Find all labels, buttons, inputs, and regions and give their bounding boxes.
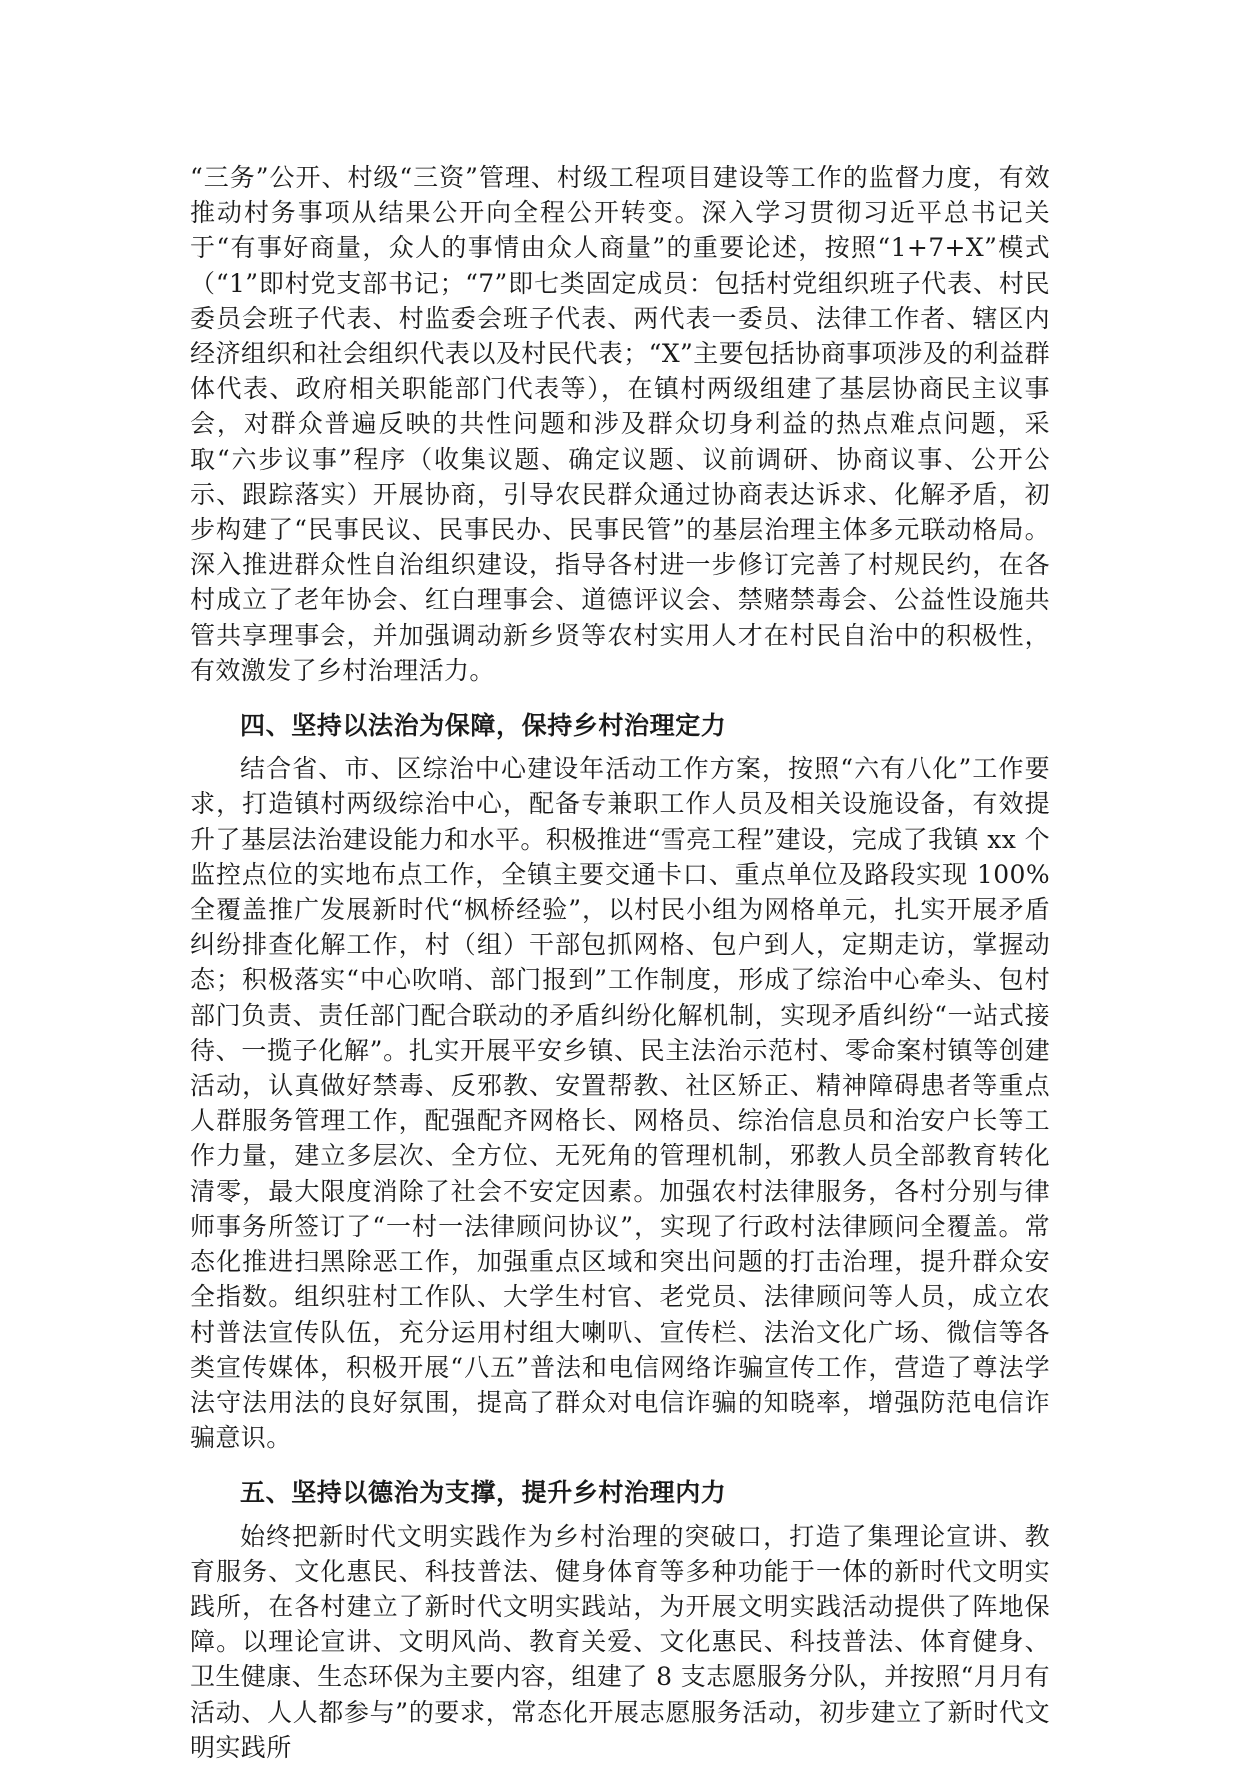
paragraph-village-affairs: “三务”公开、村级“三资”管理、村级工程项目建设等工作的监督力度，有效推动村务事项从结果公开向全程公开转变。深入学习贯彻习近平总书记关于“有事好商量，众人的事情由众人商量”的重要论述，按照“1+7+X”模式（“1”即村党支部书记；“7”即七类固定成员：包括村党组织班子代表、村民委员会班子代表、村监委会班子代表、两代表一委员、法律工作者、辖区内经济组织和社会组织代表以及村民代表；“X”主要包括协商事项涉及的利益群体代表、政府相关职能部门代表等），在镇村两级组建了基层协商民主议事会，对群众普遍反映的共性问题和涉及群众切身利益的热点难点问题，采取“六步议事”程序（收集议题、确定议题、议前调研、协商议事、公开公示、跟踪落实）开展协商，引导农民群众通过协商表达诉求、化解矛盾，初步构建了“民事民议、民事民办、民事民管”的基层治理主体多元联动格局。深入推进群众性自治组织建设，指导各村进一步修订完善了村规民约，在各村成立了老年协会、红白理事会、道德评议会、禁赌禁毒会、公益性设施共管共享理事会，并加强调动新乡贤等农村实用人才在村民自治中的积极性，有效激发了乡村治理活力。 <box>190 163 1050 685</box>
paragraph-rule-of-law: 结合省、市、区综治中心建设年活动工作方案，按照“六有八化”工作要求，打造镇村两级综治中心，配备专兼职工作人员及相关设施设备，有效提升了基层法治建设能力和水平。积极推进“雪亮工程”建设，完成了我镇 xx 个监控点位的实地布点工作，全镇主要交通卡口、重点单位及路段实现 100%全覆盖推广发展新时代“枫桥经验”，以村民小组为网格单元，扎实开展矛盾纠纷排查化解工作，村（组）干部包抓网格、包户到人，定期走访，掌握动态；积极落实“中心吹哨、部门报到”工作制度，形成了综治中心牵头、包村部门负责、责任部门配合联动的矛盾纠纷化解机制，实现矛盾纠纷“一站式接待、一揽子化解”。扎实开展平安乡镇、民主法治示范村、零命案村镇等创建活动，认真做好禁毒、反邪教、安置帮教、社区矫正、精神障碍患者等重点人群服务管理工作，配强配齐网格长、网格员、综治信息员和治安户长等工作力量，建立多层次、全方位、无死角的管理机制，邪教人员全部教育转化清零，最大限度消除了社会不安定因素。加强农村法律服务，各村分别与律师事务所签订了“一村一法律顾问协议”，实现了行政村法律顾问全覆盖。常态化推进扫黑除恶工作，加强重点区域和突出问题的打击治理，提升群众安全指数。组织驻村工作队、大学生村官、老党员、法律顾问等人员，成立农村普法宣传队伍，充分运用村组大喇叭、宣传栏、法治文化广场、微信等各类宣传媒体，积极开展“八五”普法和电信网络诈骗宣传工作，营造了尊法学法守法用法的良好氛围，提高了群众对电信诈骗的知晓率，增强防范电信诈骗意识。 <box>190 754 1050 1453</box>
section-heading-rule-of-law: 四、坚持以法治为保障，保持乡村治理定力 <box>240 711 727 741</box>
section-heading-rule-of-virtue: 五、坚持以德治为支撑，提升乡村治理内力 <box>240 1478 727 1508</box>
document-page <box>190 160 1050 1765</box>
paragraph-rule-of-virtue: 始终把新时代文明实践作为乡村治理的突破口，打造了集理论宣讲、教育服务、文化惠民、科技普法、健身体育等多种功能于一体的新时代文明实践所，在各村建立了新时代文明实践站，为开展文明实践活动提供了阵地保障。以理论宣讲、文明风尚、教育关爱、文化惠民、科技普法、体育健身、卫生健康、生态环保为主要内容，组建了 8 支志愿服务分队，并按照“月月有活动、人人都参与”的要求，常态化开展志愿服务活动，初步建立了新时代文明实践所 <box>190 1521 1050 1762</box>
